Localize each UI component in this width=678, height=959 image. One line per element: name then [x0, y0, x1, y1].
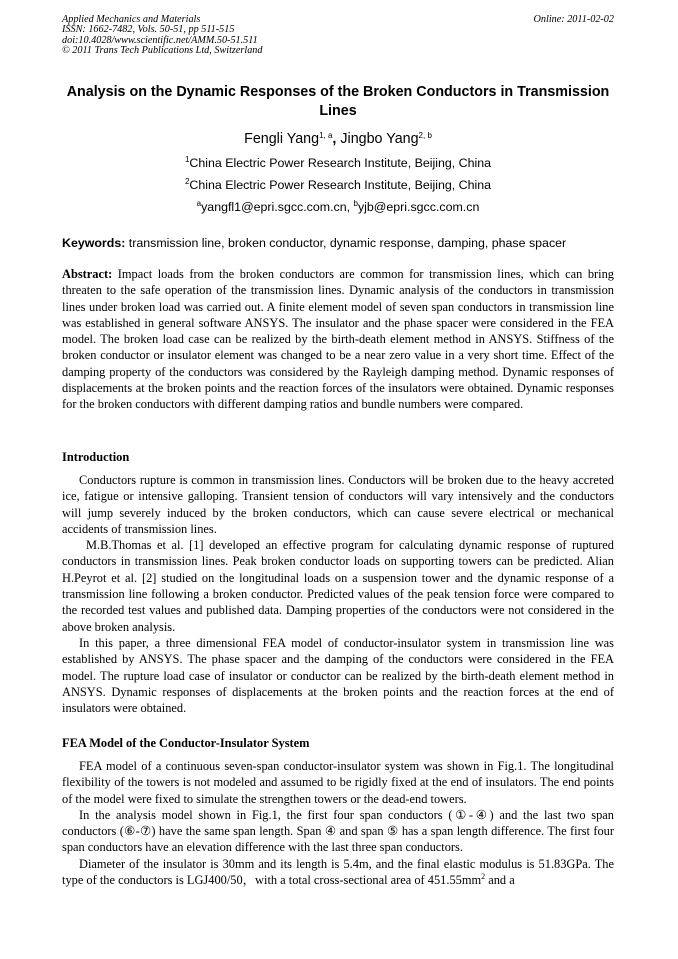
email-line [62, 200, 614, 216]
affiliation-2-text: China Electric Power Research Institute, Beijing, China [189, 178, 492, 192]
journal-name: Applied Mechanics and Materials [62, 14, 201, 25]
fea-paragraph-3-end: and a [485, 873, 515, 888]
author-2-name: Jingbo Yang [340, 131, 419, 147]
abstract-paragraph [62, 266, 614, 413]
paper-title: Analysis on the Dynamic Responses of the Broken Conductors in Transmission Lines [66, 84, 610, 119]
keywords [62, 236, 617, 251]
online-date: Online: 2011-02-02 [533, 14, 614, 25]
author-line [62, 130, 614, 150]
introduction-heading: Introduction [62, 450, 130, 464]
author-separator: , [332, 131, 341, 147]
abstract-text: Impact loads from the broken conductors are common for transmission lines, which can bring threaten to the safe operation of the transmission lines. Dynamic analysis of the conductors in transmission lines under broken load was carried out. A finite element model of seven span conductors in transmission line was established in general software ANSYS. The insulator and the phase spacer were considered in the FEA model. The broken load case can be realized by the birth-death element method in ANSYS. Stiffness of the broken conductor or insulator element was changed to be a near zero value in a very short time. Effect of the damping property of the conductors was considered by the Rayleigh damping method. Dynamic responses of displacements at the broken points and the reaction forces of the insulators were obtained. Dynamic responses for the broken conductors with different damping ratios and bundle numbers were compared. [62, 267, 614, 412]
author-1-sup: 1, a [319, 131, 333, 140]
fea-paragraph-3-text: Diameter of the insulator is 30mm and its length is 5.4m, and the final elastic modulus is 51.83GPa. The type of the conductors is LGJ400/50，with a total cross-sectional area of 451.55mm [62, 856, 614, 888]
email-b-sup: b [353, 199, 358, 208]
intro-paragraph-2: M.B.Thomas et al. [1] developed an effective program for calculating dynamic response of ruptured conductors in transmission lines. Peak broken conductor loads on supporting towers can be predicted. Alian H.Peyrot et al. [2] studied on the longitudinal loads on a suspension tower and the dynamic response of a transmission line following a broken conductor. Predicted values of the peak tension force were compared to the recorded test values and published data. Damping properties of the conductors were not considered in the above broken analysis. [62, 538, 614, 634]
copyright-line: © 2011 Trans Tech Publications Ltd, Switzerland [62, 44, 263, 56]
affiliation-2 [62, 178, 614, 194]
author-2-sup: 2, b [418, 131, 432, 140]
affiliation-1 [62, 156, 614, 172]
email-a: yangfl1@epri.sgcc.com.cn, [201, 200, 354, 214]
introduction-body [62, 472, 614, 716]
keywords-text: transmission line, broken conductor, dynamic response, damping, phase spacer [125, 236, 567, 250]
doi-line: doi:10.4028/www.scientific.net/AMM.50-51.511 [62, 34, 258, 46]
fea-body [62, 758, 614, 890]
abstract-label: Abstract: [62, 267, 113, 281]
affiliation-1-text: China Electric Power Research Institute, Beijing, China [189, 156, 492, 170]
fea-paragraph-3 [62, 856, 614, 891]
author-1-name: Fengli Yang [244, 131, 320, 147]
email-b: yjb@epri.sgcc.com.cn [357, 200, 480, 214]
intro-paragraph-1: Conductors rupture is common in transmission lines. Conductors will be broken due to the heavy accreted ice, fatigue or intensive galloping. Transient tension of conductors will vary intensively and the conductors will jump severely induced by the broken conductors, which can cause severe electrical or mechanical accidents of transmission lines. [62, 473, 614, 536]
fea-heading: FEA Model of the Conductor-Insulator System [62, 736, 310, 750]
affiliation-1-sup: 1 [184, 155, 190, 164]
fea-paragraph-1: FEA model of a continuous seven-span conductor-insulator system was shown in Fig.1. The longitudinal flexibility of the towers is not modeled and assumed to be rigidly fixed at the end of insulators. The end points of the model were fixed to simulate the strengthen towers or the dead-end towers. [62, 759, 614, 806]
intro-paragraph-3: In this paper, a three dimensional FEA model of conductor-insulator system in transmission line was established by ANSYS. The phase spacer and the damping of the conductors were considered in the FEA model. The rupture load case of insulator or conductor can be realized by the birth-death element method in ANSYS. Dynamic responses of displacements at the broken points and the reaction forces at the end of insulators were obtained. [62, 635, 614, 716]
affiliation-2-sup: 2 [184, 177, 190, 186]
keywords-label: Keywords: [62, 236, 126, 250]
email-a-sup: a [196, 199, 202, 208]
fea-paragraph-2: In the analysis model shown in Fig.1, the first four span conductors (①-④) and the last two span conductors (⑥-⑦) have the same span length. Span ④ and span ⑤ has a span length difference. The first four span conductors have an elevation difference with the last three span conductors. [62, 807, 614, 855]
journal-header [62, 15, 262, 56]
issn-line: ISSN: 1662-7482, Vols. 50-51, pp 511-515 [62, 24, 235, 36]
abstract [62, 266, 614, 413]
fea-paragraph-3-sup: 2 [481, 872, 486, 882]
